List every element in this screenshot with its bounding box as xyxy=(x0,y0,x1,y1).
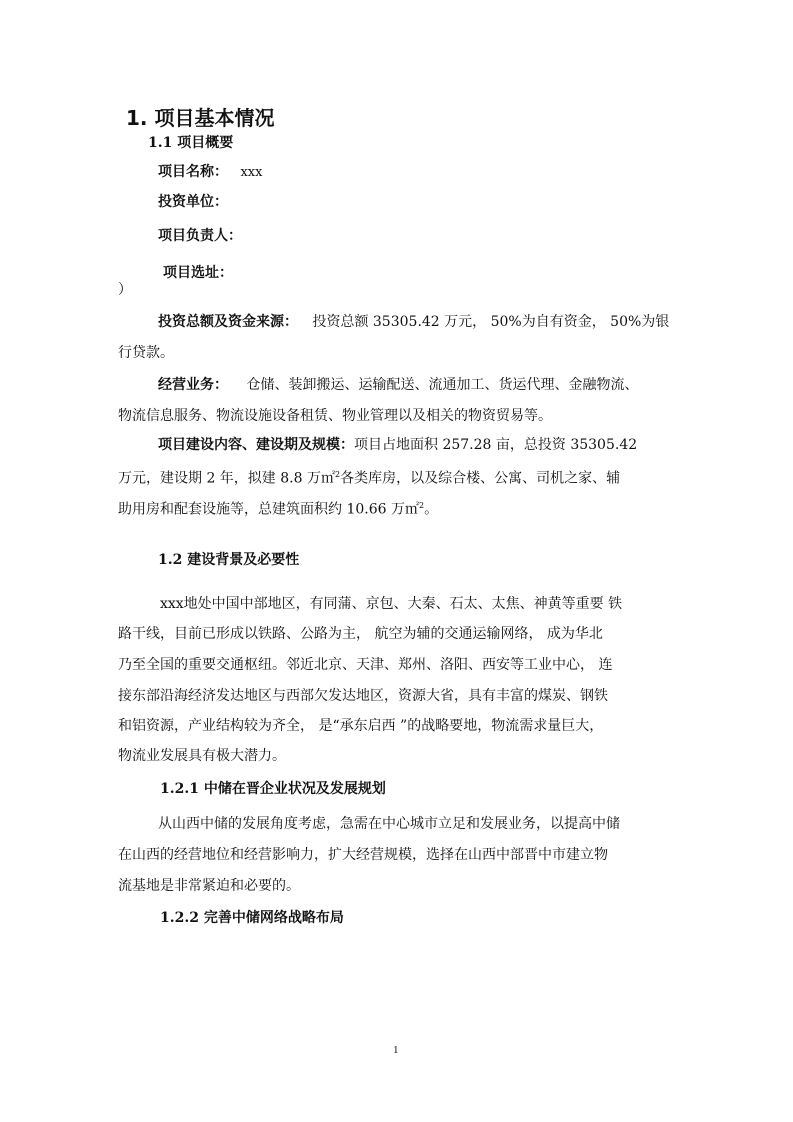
subheading-1-2-2: 1.2.2 完善中储网络战略布局 xyxy=(160,910,344,926)
subheading-1-1: 1.1 项目概要 xyxy=(148,135,234,151)
p121-line-1: 从山西中储的发展角度考虑，急需在中心城市立足和发展业务，以提高中储 xyxy=(158,816,620,832)
build-line-2 xyxy=(118,465,620,489)
build-label: 项目建设内容、建设期及规模： xyxy=(158,437,354,453)
business-text-1: 仓储、装卸搬运、运输配送、流通加工、货运代理、金融物流、 xyxy=(246,377,639,393)
build-text-1: 项目占地面积 257.28 亩，总投资 35305.42 xyxy=(354,437,638,453)
investment-text-1: 投资总额 35305.42 万元， 50%为自有资金， 50%为银 xyxy=(312,314,670,330)
project-name-value: xxx xyxy=(240,165,263,180)
leader-label: 项目负责人： xyxy=(158,228,242,244)
business-label: 经营业务： xyxy=(158,377,228,393)
bg-line-3: 乃至全国的重要交通枢纽。邻近北京、天津、郑州、洛阳、西安等工业中心， 连 xyxy=(118,657,613,673)
p121-line-3: 流基地是非常紧迫和必要的。 xyxy=(118,878,300,894)
business-text-2: 物流信息服务、物流设施设备租赁、物业管理以及相关的物资贸易等。 xyxy=(118,408,552,424)
superscript-2: 2 xyxy=(334,470,341,479)
bg-line-5: 和铝资源，产业结构较为齐全， 是“承东启西 ”的战略要地，物流需求量巨大， xyxy=(118,718,604,734)
subheading-1-2-1: 1.2.1 中储在晋企业状况及发展规划 xyxy=(160,781,386,797)
subheading-1-2: 1.2 建设背景及必要性 xyxy=(158,552,300,568)
site-label: 项目选址： xyxy=(163,265,233,281)
bg-line-2: 路干线，目前已形成以铁路、公路为主， 航空为辅的交通运输网络， 成为华北 xyxy=(118,626,603,642)
paren-mark: ） xyxy=(118,282,132,298)
bg-line-1: xxx地处中国中部地区，有同蒲、京包、大秦、石太、太焦、神黄等重要 铁 xyxy=(160,596,623,612)
page-number: 1 xyxy=(393,1044,399,1056)
build-text-3a: 助用房和配套设施等，总建筑面积约 10.66 万㎡ xyxy=(118,501,419,518)
investment-text-2: 行贷款。 xyxy=(118,345,174,361)
bg-line-6: 物流业发展具有极大潜力。 xyxy=(118,748,286,764)
investment-line-1 xyxy=(158,312,669,332)
p121-line-2: 在山西的经营地位和经营影响力，扩大经营规模，选择在山西中部晋中市建立物 xyxy=(118,847,608,863)
build-line-1 xyxy=(158,435,637,455)
superscript-2b: 2 xyxy=(418,501,425,510)
investment-label: 投资总额及资金来源： xyxy=(158,314,298,330)
section-heading-1: 1. 项目基本情况 xyxy=(126,106,275,130)
project-name-label: 项目名称： xyxy=(158,164,228,180)
build-text-3b: 。 xyxy=(424,501,439,518)
business-line-1 xyxy=(158,375,638,395)
investor-label: 投资单位： xyxy=(158,194,228,210)
project-name-row xyxy=(158,162,262,183)
build-line-3 xyxy=(118,496,438,520)
build-text-2b: 各类库房，以及综合楼、公寓、司机之家、辅 xyxy=(340,470,621,487)
bg-line-4: 接东部沿海经济发达地区与西部欠发达地区，资源大省，具有丰富的煤炭、钢铁 xyxy=(118,688,608,704)
build-text-2a: 万元，建设期 2 年，拟建 8.8 万㎡ xyxy=(118,470,335,487)
